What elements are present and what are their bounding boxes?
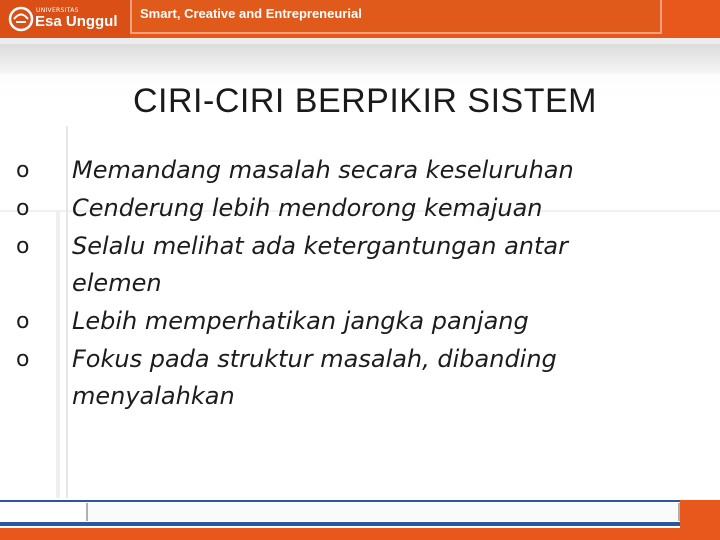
- bullet-list: [16, 152, 656, 416]
- bullet-marker: o: [16, 234, 30, 259]
- footer-accent-line-top: [0, 500, 720, 502]
- slide-title: CIRI-CIRI BERPIKIR SISTEM: [133, 82, 597, 120]
- list-item: [16, 152, 656, 189]
- bullet-marker: o: [16, 196, 30, 221]
- logo-wordmark: Esa Unggul: [35, 13, 118, 30]
- list-item: [16, 228, 656, 302]
- logo-caption: UNIVERSITAS: [36, 7, 79, 14]
- list-item-text: Fokus pada struktur masalah, dibanding menyalahkan: [72, 345, 557, 410]
- footer-brand-strip: [0, 528, 720, 540]
- bullet-marker: o: [16, 347, 30, 372]
- university-logo: [8, 4, 128, 34]
- list-item: [16, 190, 656, 227]
- list-item-text: Cenderung lebih mendorong kemajuan: [72, 194, 543, 222]
- footer-panel: [86, 503, 680, 521]
- list-item-text: Memandang masalah secara keseluruhan: [72, 156, 574, 184]
- header-bar: [0, 0, 720, 44]
- list-item-text: Lebih memperhatikan jangka panjang: [72, 307, 529, 335]
- footer-accent-line-bottom: [0, 522, 720, 526]
- logo-emblem-icon: [8, 6, 34, 32]
- list-item-text: Selalu melihat ada ketergantungan antar elemen: [72, 232, 568, 297]
- bullet-marker: o: [16, 309, 30, 334]
- bullet-marker: o: [16, 158, 30, 183]
- list-item: [16, 303, 656, 340]
- header-tagline: Smart, Creative and Entrepreneurial: [140, 6, 362, 21]
- header-shadow-band: [0, 44, 720, 74]
- list-item: [16, 341, 656, 415]
- footer-brand-block: [680, 500, 720, 540]
